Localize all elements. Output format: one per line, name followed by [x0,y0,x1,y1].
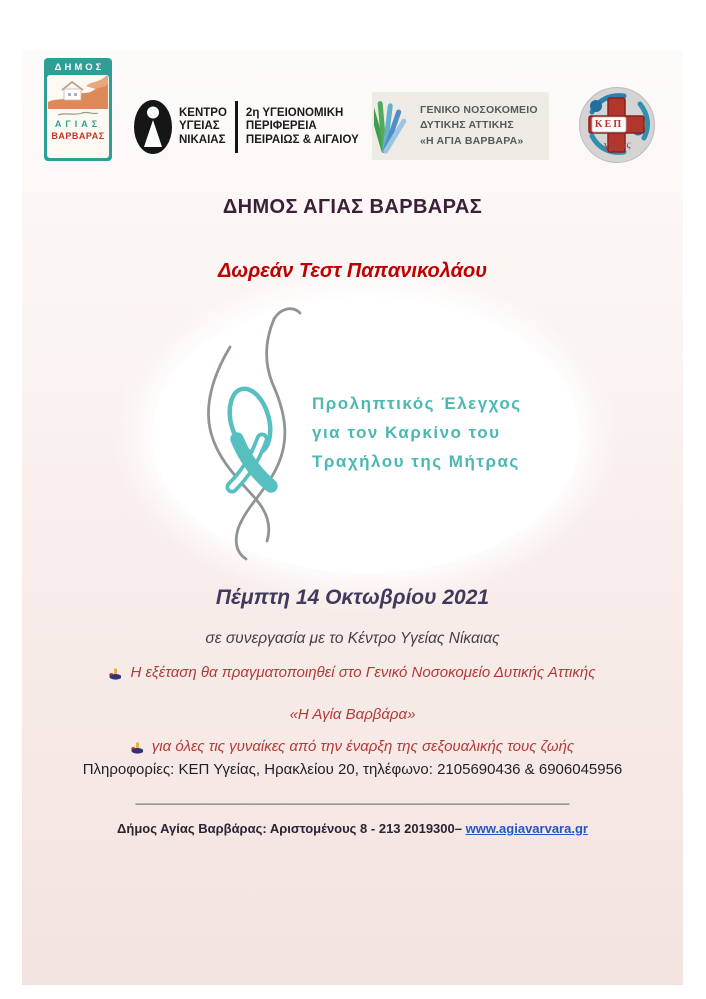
health-center-name [179,107,227,148]
page-subtitle: Δωρεάν Τεστ Παπανικολάου [217,260,488,282]
hospital-name-line: «Η ΑΓΙΑ ΒΑΡΒΑΡΑ» [420,134,524,147]
health-region-line: 2η ΥΓΕΙΟΝΟΜΙΚΗ [245,106,344,119]
fan-stripes-icon [374,95,420,157]
health-region-line: ΠΕΡΙΦΕΡΕΙΑ [245,120,317,133]
graphic-caption-line: Τραχήλου της Μήτρας [312,452,520,471]
bullet-1-text: Η εξέταση θα πραγματοποιηθεί στο Γενικό Νοσοκομείο Δυτικής Αττικής [130,664,596,681]
logo-hospital [372,92,549,160]
logo-health-center [133,99,359,155]
health-center-name-line: ΚΕΝΤΡΟ [179,106,227,119]
awareness-graphic [152,297,580,573]
page-title: ΔΗΜΟΣ ΑΓΙΑΣ ΒΑΡΒΑΡΑΣ [222,196,483,218]
divider-line: ____________________________________________________________ [135,790,570,805]
municipality-logo-inner [47,75,109,158]
divider-bar [235,101,238,153]
bullet-icon [109,668,121,680]
kep-sub-label: Υγείας [602,138,632,154]
municipality-name-top: ΔΗΜΟΣ [54,62,105,73]
hospital-name-line: ΓΕΝΙΚΟ ΝΟΣΟΚΟΜΕΙΟ [420,104,538,117]
bullet-item-1 [22,664,683,681]
footer-text: Δήμος Αγίας Βαρβάρας: Αριστομένους 8 - 213 2019300– [117,821,466,836]
event-date: Πέμπτη 14 Οκτωβρίου 2021 [215,586,490,609]
olive-branch-icon [56,111,100,117]
municipality-name-bottom: ΒΑΡΒΑΡΑΣ [51,131,105,141]
logo-kep [578,86,656,164]
health-center-name-line: ΥΓΕΙΑΣ [179,120,220,133]
kep-label: ΚΕΠ [594,119,624,130]
graphic-caption-line: Προληπτικός Έλεγχος [312,394,522,413]
health-center-name-line: ΝΙΚΑΙΑΣ [179,133,226,146]
graphic-caption [312,389,574,476]
health-region-name [246,107,359,148]
health-region-line: ΠΕΙΡΑΙΩΣ & ΑΙΓΑΙΟΥ [245,133,359,146]
footer-link[interactable]: www.agiavarvara.gr [465,821,588,836]
info-text: Πληροφορίες: ΚΕΠ Υγείας, Ηρακλείου 20, τηλέφωνο: 2105690436 & 6906045956 [82,761,623,778]
person-icon [133,99,173,155]
collaboration-text: σε συνεργασία με το Κέντρο Υγείας Νίκαιας [205,630,500,647]
house-illustration-icon [48,75,108,109]
footer-line [22,821,683,836]
graphic-caption-line: για τον Καρκίνο του [312,423,501,442]
logo-municipality [44,58,112,161]
bullet-1-continuation: «Η Αγία Βαρβάρα» [289,706,416,723]
bullet-icon [131,742,143,754]
hospital-name [420,103,538,149]
bullet-item-2 [22,738,683,755]
hospital-name-line: ΔΥΤΙΚΗΣ ΑΤΤΙΚΗΣ [420,119,514,132]
municipality-name-middle: ΑΓΙΑΣ [54,119,102,129]
bullet-2-text: για όλες τις γυναίκες από την έναρξη της σεξουαλικής τους ζωής [151,738,575,755]
